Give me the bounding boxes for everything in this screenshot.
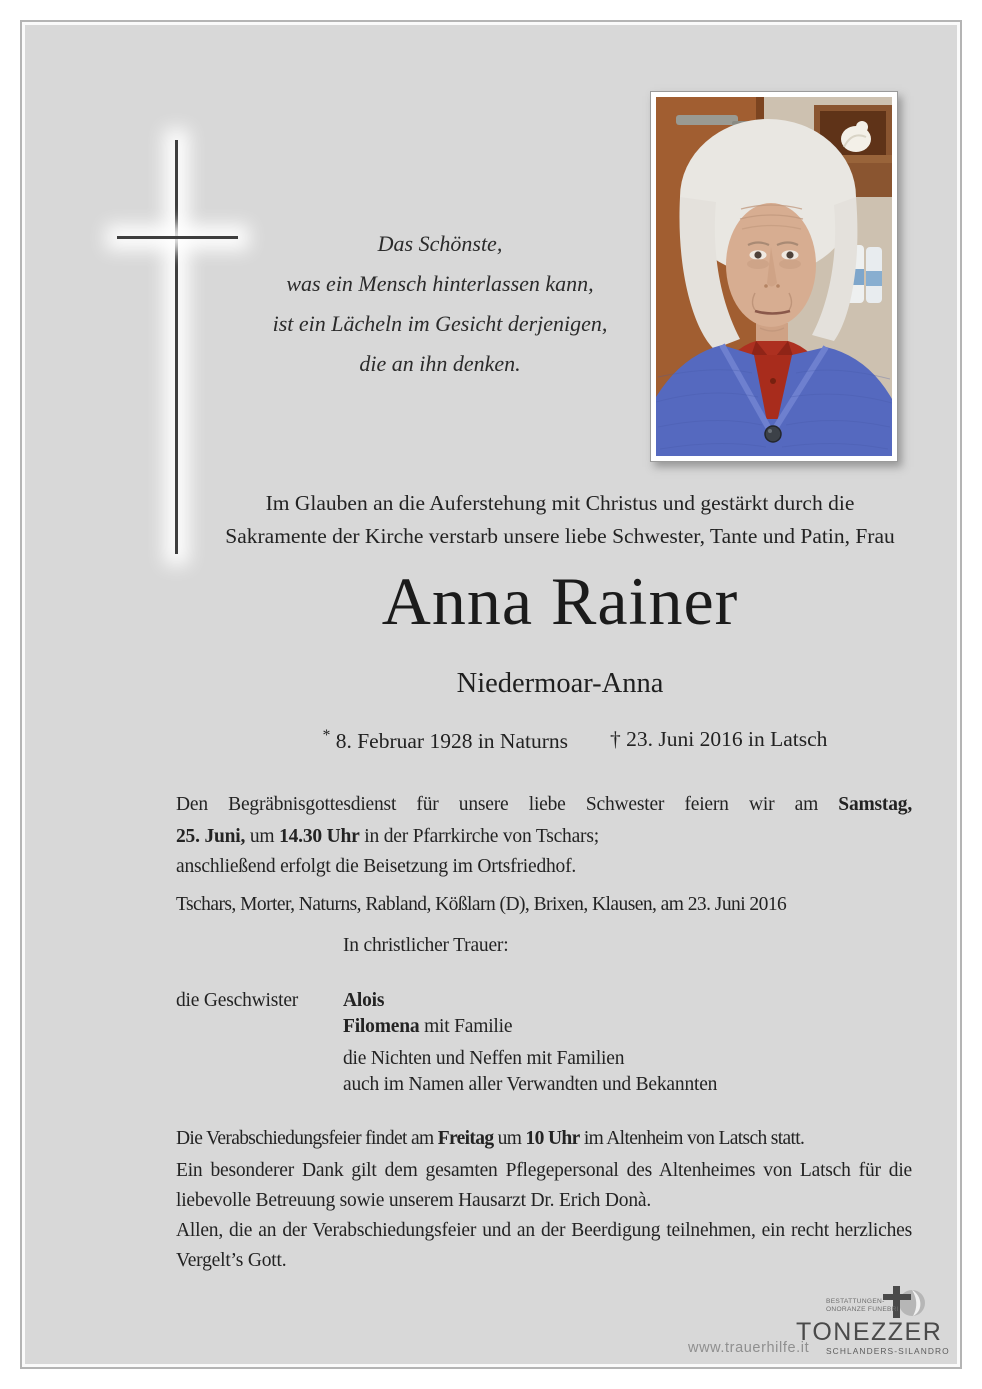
memorial-poem xyxy=(120,224,760,384)
logo-tagline xyxy=(826,1298,899,1313)
mourner-line: auch im Namen aller Verwandten und Bekannten xyxy=(343,1074,718,1095)
announcement-text: Den Begräbnisgottesdienst für unsere liebe Schwester feiern wir am xyxy=(176,794,839,815)
death-date-text: 23. Juni 2016 in Latsch xyxy=(626,727,828,751)
farewell-text: um xyxy=(493,1128,526,1149)
announcement-day-bold: Samstag, xyxy=(838,794,912,815)
funeral-announcement-line2 xyxy=(176,822,912,852)
deceased-house-name: Niedermoar-Anna xyxy=(456,668,664,699)
birth-star-symbol: * xyxy=(322,727,331,744)
logo-tagline-line2: ONORANZE FUNEBRI xyxy=(826,1305,899,1313)
poem-line: was ein Mensch hinterlassen kann, xyxy=(286,271,594,296)
mourning-label: In christlicher Trauer: xyxy=(343,935,509,956)
announcement-text: in der Pfarrkirche von Tschars; xyxy=(359,826,599,847)
poem-line: die an ihn denken. xyxy=(359,351,521,376)
deceased-name: Anna Rainer xyxy=(381,563,739,639)
logo-tagline-line1: BESTATTUNGEN- xyxy=(826,1298,885,1305)
mourner-name-bold: Filomena xyxy=(343,1016,420,1037)
funeral-announcement-line1 xyxy=(176,790,912,820)
logo-company-name: TONEZZER xyxy=(796,1318,943,1346)
announcement-time-bold: 14.30 Uhr xyxy=(279,826,360,847)
life-dates xyxy=(175,727,975,754)
intro-line: Im Glauben an die Auferstehung mit Christus und gestärkt durch die xyxy=(265,491,855,515)
logo-location: SCHLANDERS-SILANDRO xyxy=(826,1346,950,1356)
faith-introduction xyxy=(160,487,960,553)
death-date xyxy=(610,727,827,754)
poem-line: ist ein Lächeln im Gesicht derjenigen, xyxy=(272,311,608,336)
funeral-home-logo xyxy=(796,1290,950,1360)
mourner-line: die Nichten und Neffen mit Familien xyxy=(343,1048,625,1069)
announcement-text: um xyxy=(245,826,280,847)
mourner-name xyxy=(343,1012,512,1042)
farewell-time-bold: 10 Uhr xyxy=(525,1128,580,1149)
website-link[interactable]: www.trauerhilfe.it xyxy=(688,1340,810,1356)
mourner-name-suffix: mit Familie xyxy=(419,1016,513,1037)
funeral-announcement-line3: anschließend erfolgt die Beisetzung im Ortsfriedhof. xyxy=(176,856,577,877)
poem-line: Das Schönste, xyxy=(377,231,503,256)
death-cross-symbol: † xyxy=(610,727,621,751)
birth-date xyxy=(323,727,568,754)
birth-date-text: 8. Februar 1928 in Naturns xyxy=(335,729,568,754)
farewell-text: im Altenheim von Latsch statt. xyxy=(579,1128,805,1149)
mourner-name: Alois xyxy=(343,990,385,1011)
thanks-paragraph: Ein besonderer Dank gilt dem gesamten Pflegepersonal des Altenheimes von Latsch für die liebevolle Betreuung sowie unserem Hausarzt Dr. Erich Donà. xyxy=(176,1160,912,1211)
closing-paragraph: Allen, die an der Verabschiedungsfeier und an der Beerdigung teilnehmen, ein recht herzliches Vergelt’s Gott. xyxy=(176,1220,912,1271)
mourner-relation: die Geschwister xyxy=(176,990,299,1011)
farewell-text: Die Verabschiedungsfeier findet am xyxy=(176,1128,438,1149)
announcement-date-bold: 25. Juni, xyxy=(176,826,246,847)
farewell-ceremony-line xyxy=(176,1124,804,1154)
intro-line: Sakramente der Kirche verstarb unsere liebe Schwester, Tante und Patin, Frau xyxy=(225,524,895,548)
places-and-date: Tschars, Morter, Naturns, Rabland, Kößlarn (D), Brixen, Klausen, am 23. Juni 2016 xyxy=(176,894,787,915)
farewell-day-bold: Freitag xyxy=(437,1128,494,1149)
